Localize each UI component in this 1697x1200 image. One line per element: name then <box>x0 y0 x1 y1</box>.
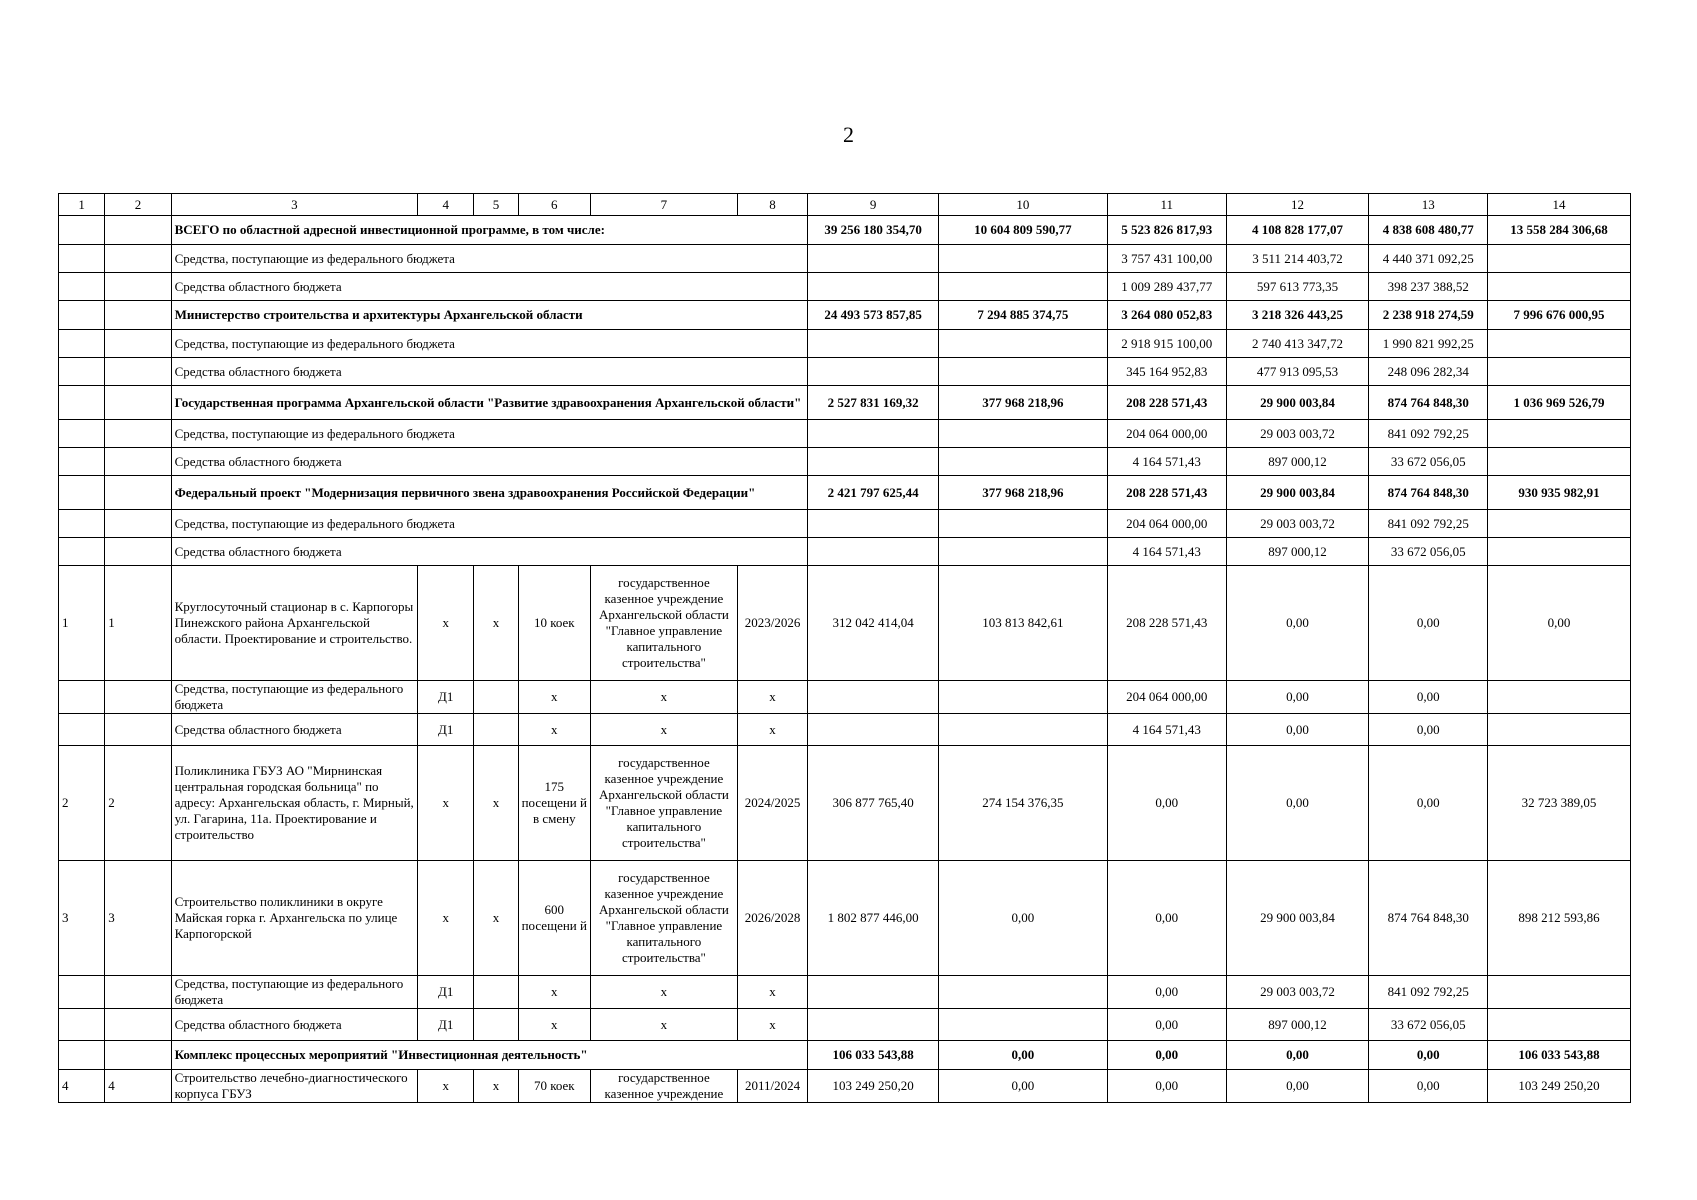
construction-period: 2026/2028 <box>737 861 807 976</box>
cell-v11: 0,00 <box>1107 1070 1226 1103</box>
cell-v12: 29 003 003,72 <box>1226 976 1369 1009</box>
cell-v12: 3 218 326 443,25 <box>1226 301 1369 330</box>
cell-c2 <box>105 245 171 273</box>
cell-v11: 204 064 000,00 <box>1107 510 1226 538</box>
cell-v12: 897 000,12 <box>1226 448 1369 476</box>
table-row <box>59 538 1631 566</box>
cell-v9 <box>808 358 939 386</box>
column-number-row <box>59 194 1631 216</box>
cell-c1 <box>59 448 105 476</box>
column-number: 3 <box>171 194 417 216</box>
cell-c6: х <box>518 1009 590 1041</box>
cell-v11: 1 009 289 437,77 <box>1107 273 1226 301</box>
cell-v13: 4 838 608 480,77 <box>1369 216 1488 245</box>
column-number: 6 <box>518 194 590 216</box>
cell-c8: х <box>737 976 807 1009</box>
cell-v10 <box>938 510 1107 538</box>
cell-v12: 29 900 003,84 <box>1226 861 1369 976</box>
cell-c2 <box>105 448 171 476</box>
cell-v11: 3 757 431 100,00 <box>1107 245 1226 273</box>
cell-v13: 841 092 792,25 <box>1369 510 1488 538</box>
cell-v13: 4 440 371 092,25 <box>1369 245 1488 273</box>
funding-source-label: Средства областного бюджета <box>171 1009 417 1041</box>
table-row <box>59 976 1631 1009</box>
capacity: 175 посещени й в смену <box>518 746 590 861</box>
cell-c2 <box>105 301 171 330</box>
table-row <box>59 1041 1631 1070</box>
cell-c2 <box>105 538 171 566</box>
cell-v14: 13 558 284 306,68 <box>1488 216 1631 245</box>
cell-v10 <box>938 448 1107 476</box>
cell-c2 <box>105 386 171 420</box>
cell-v12: 477 913 095,53 <box>1226 358 1369 386</box>
cell-v9 <box>808 681 939 714</box>
object-name: Поликлиника ГБУЗ АО "Мирнинская центральная городская больница" по адресу: Архангельская область, г. Мирный, ул. Гагарина, 11а. Проектирование и строительство <box>171 746 417 861</box>
cell-c5: х <box>474 861 518 976</box>
funding-source-label: Средства областного бюджета <box>171 448 808 476</box>
cell-v9 <box>808 510 939 538</box>
table-row <box>59 273 1631 301</box>
cell-c5 <box>474 1009 518 1041</box>
cell-c6: х <box>518 976 590 1009</box>
cell-c1 <box>59 301 105 330</box>
cell-v12: 29 900 003,84 <box>1226 386 1369 420</box>
cell-v11: 0,00 <box>1107 746 1226 861</box>
cell-c7: х <box>591 714 738 746</box>
cell-c7: х <box>591 976 738 1009</box>
cell-v14 <box>1488 420 1631 448</box>
table-row <box>59 746 1631 861</box>
column-number: 4 <box>418 194 474 216</box>
cell-v14: 898 212 593,86 <box>1488 861 1631 976</box>
section-title: Федеральный проект "Модернизация первичного звена здравоохранения Российской Федерации" <box>171 476 808 510</box>
table-row <box>59 566 1631 681</box>
cell-v9: 103 249 250,20 <box>808 1070 939 1103</box>
section-title: Министерство строительства и архитектуры Архангельской области <box>171 301 808 330</box>
cell-c2 <box>105 510 171 538</box>
cell-c2 <box>105 1009 171 1041</box>
cell-v9 <box>808 538 939 566</box>
table-row <box>59 301 1631 330</box>
cell-v10 <box>938 1009 1107 1041</box>
cell-v10 <box>938 538 1107 566</box>
funding-source-label: Средства, поступающие из федерального бюджета <box>171 420 808 448</box>
cell-v14 <box>1488 245 1631 273</box>
object-number: 4 <box>105 1070 171 1103</box>
cell-c1 <box>59 714 105 746</box>
row-number: 2 <box>59 746 105 861</box>
cell-v12: 29 003 003,72 <box>1226 420 1369 448</box>
cell-v9: 1 802 877 446,00 <box>808 861 939 976</box>
column-number: 10 <box>938 194 1107 216</box>
cell-v9: 39 256 180 354,70 <box>808 216 939 245</box>
cell-c2 <box>105 681 171 714</box>
object-name: Круглосуточный стационар в с. Карпогоры Пинежского района Архангельской области. Проектирование и строительство. <box>171 566 417 681</box>
cell-v9: 106 033 543,88 <box>808 1041 939 1070</box>
cell-v12: 0,00 <box>1226 681 1369 714</box>
cell-v13: 0,00 <box>1369 566 1488 681</box>
column-number: 2 <box>105 194 171 216</box>
cell-v11: 2 918 915 100,00 <box>1107 330 1226 358</box>
cell-v12: 2 740 413 347,72 <box>1226 330 1369 358</box>
cell-v14 <box>1488 330 1631 358</box>
capacity: 70 коек <box>518 1070 590 1103</box>
table-row <box>59 448 1631 476</box>
cell-v10 <box>938 976 1107 1009</box>
cell-c5 <box>474 681 518 714</box>
cell-v10 <box>938 330 1107 358</box>
cell-c8: х <box>737 1009 807 1041</box>
funding-source-label: Средства, поступающие из федерального бюджета <box>171 330 808 358</box>
cell-c4: х <box>418 566 474 681</box>
cell-c2 <box>105 273 171 301</box>
object-number: 3 <box>105 861 171 976</box>
cell-c8: х <box>737 714 807 746</box>
cell-c2 <box>105 330 171 358</box>
cell-v14 <box>1488 273 1631 301</box>
cell-v12: 4 108 828 177,07 <box>1226 216 1369 245</box>
customer: государственное казенное учреждение Архангельской области "Главное управление капитального строительства" <box>591 746 738 861</box>
page-number: 2 <box>843 122 854 147</box>
cell-c1 <box>59 386 105 420</box>
cell-v14 <box>1488 510 1631 538</box>
cell-v14: 7 996 676 000,95 <box>1488 301 1631 330</box>
section-title: Государственная программа Архангельской области "Развитие здравоохранения Архангельской области" <box>171 386 808 420</box>
cell-v13: 248 096 282,34 <box>1369 358 1488 386</box>
cell-v14: 103 249 250,20 <box>1488 1070 1631 1103</box>
cell-v10: 377 968 218,96 <box>938 386 1107 420</box>
column-number: 5 <box>474 194 518 216</box>
cell-c1 <box>59 510 105 538</box>
cell-c2 <box>105 476 171 510</box>
cell-v10: 0,00 <box>938 1070 1107 1103</box>
cell-v12: 0,00 <box>1226 746 1369 861</box>
object-number: 2 <box>105 746 171 861</box>
cell-c6: х <box>518 714 590 746</box>
table-row <box>59 476 1631 510</box>
cell-v14: 930 935 982,91 <box>1488 476 1631 510</box>
table-row <box>59 330 1631 358</box>
customer: государственное казенное учреждение <box>591 1070 738 1103</box>
cell-c1 <box>59 1009 105 1041</box>
cell-v9: 2 527 831 169,32 <box>808 386 939 420</box>
cell-v11: 208 228 571,43 <box>1107 386 1226 420</box>
cell-v9 <box>808 245 939 273</box>
cell-c4: Д1 <box>418 714 474 746</box>
column-number: 13 <box>1369 194 1488 216</box>
cell-c2 <box>105 358 171 386</box>
cell-v13: 1 990 821 992,25 <box>1369 330 1488 358</box>
cell-c4: х <box>418 746 474 861</box>
cell-v9: 2 421 797 625,44 <box>808 476 939 510</box>
funding-source-label: Средства областного бюджета <box>171 358 808 386</box>
cell-v13: 0,00 <box>1369 681 1488 714</box>
cell-v11: 4 164 571,43 <box>1107 538 1226 566</box>
cell-v14 <box>1488 448 1631 476</box>
cell-v13: 874 764 848,30 <box>1369 861 1488 976</box>
cell-c2 <box>105 1041 171 1070</box>
section-title: Комплекс процессных мероприятий "Инвестиционная деятельность" <box>171 1041 808 1070</box>
cell-v11: 5 523 826 817,93 <box>1107 216 1226 245</box>
cell-c1 <box>59 216 105 245</box>
construction-period: 2011/2024 <box>737 1070 807 1103</box>
funding-source-label: Средства, поступающие из федерального бюджета <box>171 510 808 538</box>
cell-v13: 874 764 848,30 <box>1369 476 1488 510</box>
funding-source-label: Средства областного бюджета <box>171 538 808 566</box>
funding-source-label: Средства областного бюджета <box>171 273 808 301</box>
capacity: 600 посещени й <box>518 861 590 976</box>
cell-v14 <box>1488 358 1631 386</box>
cell-c2 <box>105 976 171 1009</box>
cell-v9 <box>808 273 939 301</box>
cell-c7: х <box>591 1009 738 1041</box>
cell-c1 <box>59 976 105 1009</box>
cell-v12: 897 000,12 <box>1226 1009 1369 1041</box>
customer: государственное казенное учреждение Архангельской области "Главное управление капитального строительства" <box>591 566 738 681</box>
cell-v11: 208 228 571,43 <box>1107 476 1226 510</box>
table-row <box>59 1009 1631 1041</box>
cell-c5 <box>474 714 518 746</box>
column-number: 9 <box>808 194 939 216</box>
investment-program-table <box>58 193 1631 1103</box>
cell-v10 <box>938 714 1107 746</box>
cell-v11: 204 064 000,00 <box>1107 420 1226 448</box>
funding-source-label: Средства, поступающие из федерального бюджета <box>171 245 808 273</box>
cell-v9 <box>808 330 939 358</box>
section-title: ВСЕГО по областной адресной инвестиционной программе, в том числе: <box>171 216 808 245</box>
cell-v13: 0,00 <box>1369 714 1488 746</box>
cell-c1 <box>59 420 105 448</box>
cell-v14 <box>1488 1009 1631 1041</box>
table-row <box>59 420 1631 448</box>
cell-c1 <box>59 538 105 566</box>
cell-v13: 2 238 918 274,59 <box>1369 301 1488 330</box>
cell-c1 <box>59 245 105 273</box>
object-name: Строительство поликлиники в округе Майская горка г. Архангельска по улице Карпогорской <box>171 861 417 976</box>
cell-v14 <box>1488 681 1631 714</box>
cell-v10: 274 154 376,35 <box>938 746 1107 861</box>
cell-v14: 106 033 543,88 <box>1488 1041 1631 1070</box>
cell-v13: 874 764 848,30 <box>1369 386 1488 420</box>
column-number: 12 <box>1226 194 1369 216</box>
cell-v12: 29 900 003,84 <box>1226 476 1369 510</box>
table-row <box>59 245 1631 273</box>
cell-v12: 29 003 003,72 <box>1226 510 1369 538</box>
cell-v14: 1 036 969 526,79 <box>1488 386 1631 420</box>
cell-c1 <box>59 476 105 510</box>
funding-source-label: Средства, поступающие из федерального бюджета <box>171 976 417 1009</box>
cell-v10: 10 604 809 590,77 <box>938 216 1107 245</box>
cell-v9: 312 042 414,04 <box>808 566 939 681</box>
column-number: 1 <box>59 194 105 216</box>
cell-c1 <box>59 273 105 301</box>
cell-v14 <box>1488 714 1631 746</box>
capacity: 10 коек <box>518 566 590 681</box>
cell-c1 <box>59 681 105 714</box>
cell-c5: х <box>474 1070 518 1103</box>
cell-v9 <box>808 976 939 1009</box>
cell-c4: Д1 <box>418 1009 474 1041</box>
row-number: 1 <box>59 566 105 681</box>
cell-v11: 204 064 000,00 <box>1107 681 1226 714</box>
cell-v13: 33 672 056,05 <box>1369 538 1488 566</box>
column-number: 8 <box>737 194 807 216</box>
cell-c1 <box>59 358 105 386</box>
cell-v13: 841 092 792,25 <box>1369 420 1488 448</box>
cell-c2 <box>105 714 171 746</box>
table-row <box>59 1070 1631 1103</box>
cell-v14 <box>1488 538 1631 566</box>
column-number: 11 <box>1107 194 1226 216</box>
cell-v14 <box>1488 976 1631 1009</box>
cell-v14: 32 723 389,05 <box>1488 746 1631 861</box>
column-number: 14 <box>1488 194 1631 216</box>
cell-v13: 33 672 056,05 <box>1369 1009 1488 1041</box>
cell-v13: 0,00 <box>1369 1041 1488 1070</box>
cell-v10 <box>938 358 1107 386</box>
table-row <box>59 358 1631 386</box>
cell-v13: 0,00 <box>1369 1070 1488 1103</box>
cell-v14: 0,00 <box>1488 566 1631 681</box>
table-row <box>59 386 1631 420</box>
cell-v12: 0,00 <box>1226 714 1369 746</box>
cell-v10: 0,00 <box>938 1041 1107 1070</box>
object-name: Строительство лечебно-диагностического корпуса ГБУЗ <box>171 1070 417 1103</box>
cell-v10 <box>938 245 1107 273</box>
cell-c4: Д1 <box>418 976 474 1009</box>
cell-v12: 0,00 <box>1226 1070 1369 1103</box>
cell-v12: 0,00 <box>1226 566 1369 681</box>
cell-v10: 0,00 <box>938 861 1107 976</box>
cell-v11: 0,00 <box>1107 861 1226 976</box>
table-row <box>59 861 1631 976</box>
cell-c4: Д1 <box>418 681 474 714</box>
funding-source-label: Средства, поступающие из федерального бюджета <box>171 681 417 714</box>
object-number: 1 <box>105 566 171 681</box>
row-number: 3 <box>59 861 105 976</box>
cell-v12: 597 613 773,35 <box>1226 273 1369 301</box>
cell-v9 <box>808 420 939 448</box>
cell-c5 <box>474 976 518 1009</box>
cell-v11: 3 264 080 052,83 <box>1107 301 1226 330</box>
cell-v10: 377 968 218,96 <box>938 476 1107 510</box>
cell-v9 <box>808 1009 939 1041</box>
construction-period: 2024/2025 <box>737 746 807 861</box>
cell-v9: 306 877 765,40 <box>808 746 939 861</box>
customer: государственное казенное учреждение Архангельской области "Главное управление капитального строительства" <box>591 861 738 976</box>
cell-c5: х <box>474 746 518 861</box>
cell-v12: 3 511 214 403,72 <box>1226 245 1369 273</box>
cell-v11: 0,00 <box>1107 1009 1226 1041</box>
table-row <box>59 216 1631 245</box>
cell-v11: 208 228 571,43 <box>1107 566 1226 681</box>
cell-v10 <box>938 681 1107 714</box>
cell-v10: 7 294 885 374,75 <box>938 301 1107 330</box>
cell-v12: 897 000,12 <box>1226 538 1369 566</box>
funding-source-label: Средства областного бюджета <box>171 714 417 746</box>
cell-c6: х <box>518 681 590 714</box>
cell-c2 <box>105 420 171 448</box>
cell-c1 <box>59 1041 105 1070</box>
cell-c5: х <box>474 566 518 681</box>
table-row <box>59 510 1631 538</box>
cell-c7: х <box>591 681 738 714</box>
table-row <box>59 714 1631 746</box>
cell-c8: х <box>737 681 807 714</box>
table-row <box>59 681 1631 714</box>
cell-c1 <box>59 330 105 358</box>
cell-v11: 4 164 571,43 <box>1107 448 1226 476</box>
cell-v11: 4 164 571,43 <box>1107 714 1226 746</box>
cell-v11: 345 164 952,83 <box>1107 358 1226 386</box>
cell-c4: х <box>418 861 474 976</box>
cell-v12: 0,00 <box>1226 1041 1369 1070</box>
cell-v10 <box>938 273 1107 301</box>
column-number: 7 <box>591 194 738 216</box>
row-number: 4 <box>59 1070 105 1103</box>
cell-v9 <box>808 714 939 746</box>
cell-v9: 24 493 573 857,85 <box>808 301 939 330</box>
cell-v13: 0,00 <box>1369 746 1488 861</box>
cell-c2 <box>105 216 171 245</box>
cell-v10 <box>938 420 1107 448</box>
cell-v10: 103 813 842,61 <box>938 566 1107 681</box>
cell-v9 <box>808 448 939 476</box>
cell-v13: 33 672 056,05 <box>1369 448 1488 476</box>
cell-v11: 0,00 <box>1107 976 1226 1009</box>
cell-v11: 0,00 <box>1107 1041 1226 1070</box>
cell-c4: х <box>418 1070 474 1103</box>
cell-v13: 841 092 792,25 <box>1369 976 1488 1009</box>
construction-period: 2023/2026 <box>737 566 807 681</box>
cell-v13: 398 237 388,52 <box>1369 273 1488 301</box>
